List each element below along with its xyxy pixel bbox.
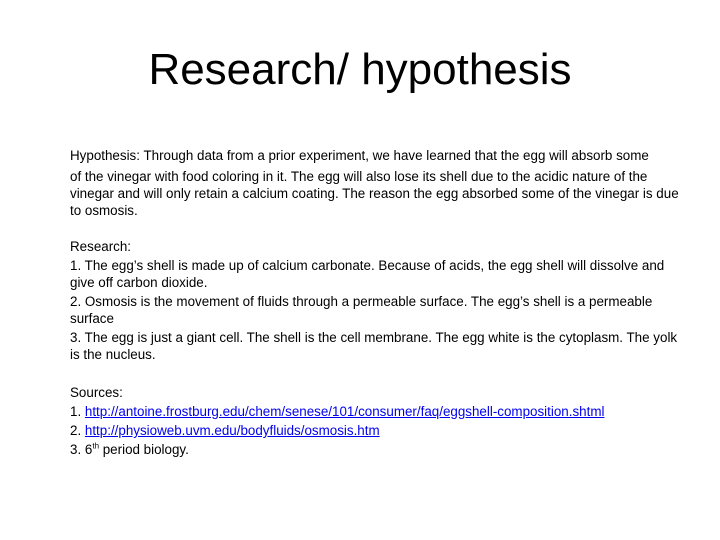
research-item-1: 1. The egg’s shell is made up of calcium carbonate. Because of acids, the egg shell will dissolve and give off carbon dioxide. xyxy=(70,258,665,290)
hypothesis-line-1: Hypothesis: Through data from a prior experiment, we have learned that the egg will absorb some xyxy=(70,148,649,163)
research-item-3: 3. The egg is just a giant cell. The shell is the cell membrane. The egg white is the cytoplasm. The yolk is the nucleus. xyxy=(70,330,678,362)
source-link-1[interactable]: http://antoine.frostburg.edu/chem/senese/101/consumer/faq/eggshell-composition.shtml xyxy=(84,404,605,419)
slide-title: Research/ hypothesis xyxy=(148,45,572,94)
source-item-3-prefix: 3. 6 xyxy=(70,442,93,457)
source-item-1-number: 1. xyxy=(70,404,85,419)
spacer xyxy=(70,219,682,238)
research-item-2: 2. Osmosis is the movement of fluids through a permeable surface. The egg’s shell is a permeable surface xyxy=(70,294,653,326)
source-item-3-superscript: th xyxy=(92,441,100,451)
source-item-3 xyxy=(70,441,682,458)
source-item-1 xyxy=(70,403,682,420)
hypothesis-text: of the vinegar with food coloring in it. The egg will also lose its shell due to the acidic nature of the vinegar and will only retain a calcium coating. The reason the egg absorbed some of the vinegar is due to osmosis. xyxy=(70,169,679,218)
slide-body xyxy=(70,147,682,460)
source-link-2[interactable]: http://physioweb.uvm.edu/bodyfluids/osmosis.htm xyxy=(84,423,380,438)
sources-heading: Sources: xyxy=(70,385,123,400)
source-item-3-suffix: period biology. xyxy=(99,442,189,457)
spacer xyxy=(70,365,682,384)
research-heading: Research: xyxy=(70,239,132,254)
source-item-2 xyxy=(70,422,682,439)
source-item-2-number: 2. xyxy=(70,423,85,438)
